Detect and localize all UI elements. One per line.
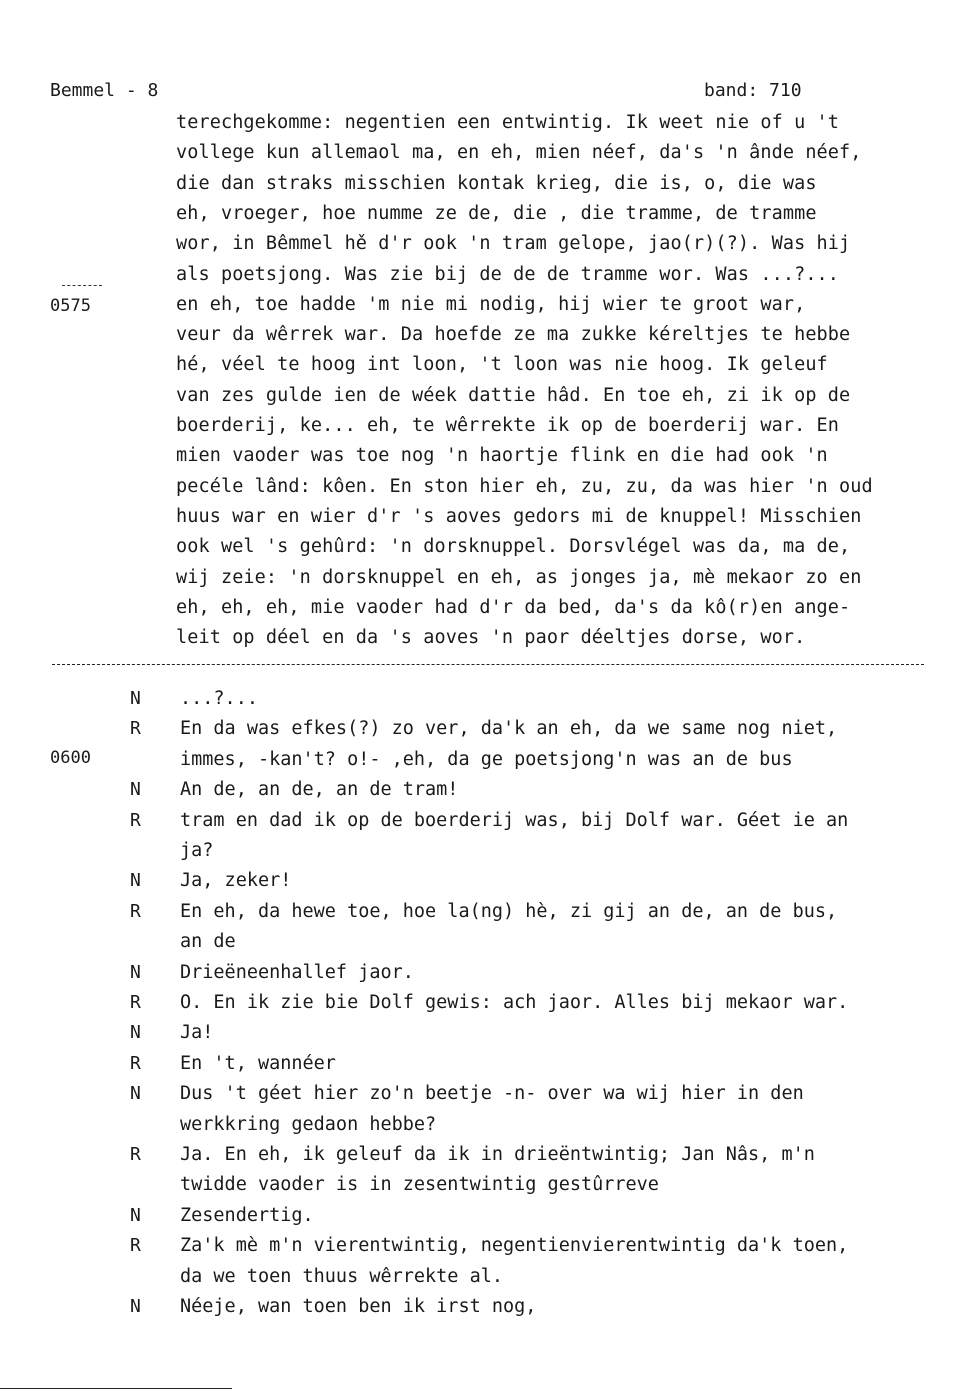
utterance-line: Drieëneenhallef jaor. [180,961,414,983]
utterance-line: Ja, zeker! [180,870,292,892]
narrative-line: en eh, toe hadde 'm nie mi nodig, hij wier te groot war, [176,293,806,315]
narrative-line: veur da wêrrek war. Da hoefde ze ma zukke kéreltjes te hebbe [176,324,851,346]
utterance-line: En da was efkes(?) zo ver, da'k an eh, da we same nog niet, [180,718,838,740]
narrative-line: wor, in Bêmmel hě d'r ook 'n tram gelope, jao(r)(?). Was hij [176,233,851,255]
narrative-line: ook wel 's gehûrd: 'n dorsknuppel. Dorsvlégel was da, ma de, [176,536,851,558]
utterance-line: ...?... [180,688,258,709]
speaker-label: R [130,718,141,740]
speaker-label: N [130,1296,141,1317]
narrative-line: terechgekomme: negentien een entwintig. Ik weet nie of u 't [176,112,840,133]
narrative-line: mien vaoder was toe nog 'n haortje flink en die had ook 'n [176,445,828,467]
section-separator [52,664,924,665]
speaker-label: R [130,1235,141,1257]
utterance-line: werkkring gedaon hebbe? [180,1113,437,1135]
speaker-label: N [130,870,141,892]
utterance-line: En eh, da hewe toe, hoe la(ng) hè, zi gij an de, an de bus, [180,900,838,922]
speaker-label: R [130,1144,141,1165]
narrative-line: eh, vroeger, hoe numme ze de, die , die tramme, de tramme [176,202,817,224]
speaker-label: N [130,688,141,709]
utterance-line: En 't, wannéer [180,1052,336,1074]
narrative-line: eh, eh, eh, mie vaoder had d'r da bed, da's da kô(r)en ange- [176,596,851,618]
utterance-line: Ja. En eh, ik geleuf da ik in drieëntwintig; Jan Nâs, m'n [180,1144,815,1165]
utterance-line: Néeje, wan toen ben ik irst nog, [180,1296,537,1317]
page-header-right: band: 710 [704,80,802,101]
margin-dash [62,285,102,286]
speaker-label: R [130,809,141,831]
speaker-label: N [130,1204,141,1226]
narrative-line: huus war en wier d'r 's aoves gedors mi de knuppel! Misschien [176,505,862,527]
utterance-line: Zesendertig. [180,1204,314,1226]
speaker-label: R [130,900,141,922]
utterance-line: an de [180,931,236,953]
speaker-label: N [130,1022,141,1044]
narrative-line: boerderij, ke... eh, te wêrrekte ik op de boerderij war. En [176,415,840,436]
timecode-0600: 0600 [50,748,91,768]
narrative-line: van zes gulde ien de wéek dattie hâd. En toe eh, zi ik op de [176,384,851,406]
narrative-line: wij zeie: 'n dorsknuppel en eh, as jonges ja, mè mekaor zo en [176,566,862,588]
timecode-0575: 0575 [50,296,91,316]
speaker-label: R [130,992,141,1013]
utterance-line: Ja! [180,1022,214,1044]
utterance-line: Dus 't géet hier zo'n beetje -n- over wa wij hier in den [180,1083,804,1105]
speaker-label: N [130,1083,141,1105]
narrative-line: vollege kun allemaol ma, en eh, mien néef, da's 'n ânde néef, [176,142,862,164]
utterance-line: O. En ik zie bie Dolf gewis: ach jaor. Alles bij mekaor war. [180,992,849,1013]
speaker-label: R [130,1052,141,1074]
utterance-line: An de, an de, an de tram! [180,779,459,801]
narrative-line: pecéle lând: kôen. En ston hier eh, zu, zu, da was hier 'n oud [176,475,873,497]
utterance-line: tram en dad ik op de boerderij was, bij Dolf war. Géet ie an [180,809,849,831]
speaker-label: N [130,961,141,983]
narrative-line: hé, véel te hoog int loon, 't loon was nie hoog. Ik geleuf [176,354,828,376]
utterance-line: ja? [180,840,214,861]
narrative-line: leit op déel en da 's aoves 'n paor déeltjes dorse, wor. [176,627,806,649]
utterance-line: immes, -kan't? o!- ,eh, da ge poetsjong'n was an de bus [180,748,793,770]
utterance-line: twidde vaoder is in zesentwintig gestûrreve [180,1174,659,1196]
footnote-rule [0,1388,232,1389]
page-header-left: Bemmel - 8 [50,80,159,101]
narrative-line: als poetsjong. Was zie bij de de de tramme wor. Was ...?... [176,263,840,285]
narrative-line: die dan straks misschien kontak krieg, die is, o, die was [176,172,817,194]
speaker-label: N [130,779,141,801]
utterance-line: da we toen thuus wêrrekte al. [180,1265,504,1287]
utterance-line: Za'k mè m'n vierentwintig, negentienvierentwintig da'k toen, [180,1235,849,1257]
